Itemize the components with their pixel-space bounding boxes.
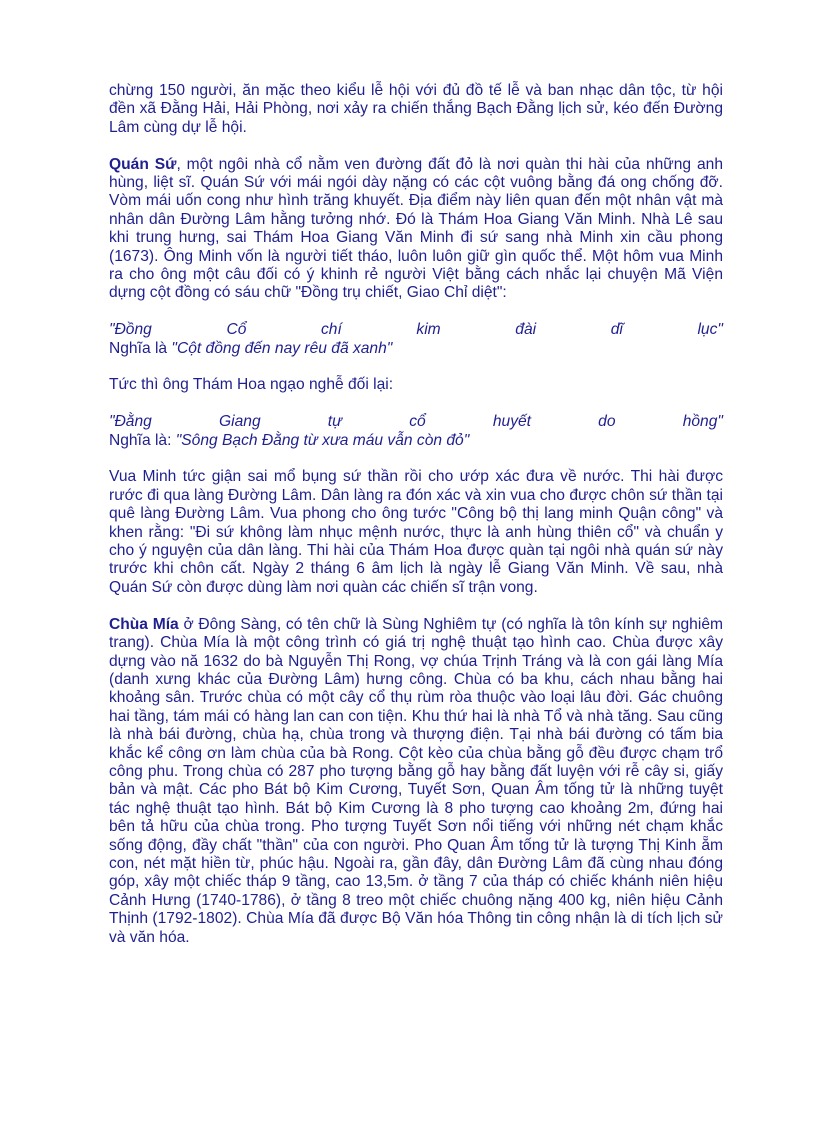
paragraph-chua-mia	[109, 616, 723, 947]
verse-word: Giang	[219, 413, 261, 431]
verse-word: "Đồng	[109, 321, 152, 339]
meaning-prefix: Nghĩa là	[109, 339, 172, 357]
verse-word: chí	[320, 321, 342, 339]
text-quan-su: , một ngôi nhà cổ nằm ven đường đất đỏ là nơi quàn thi hài của những anh hùng, liệt sĩ. Quán Sứ với mái ngói dày nặng có các cột vuông bằng đá ong chống đỡ. Vòm mái uốn cong như hình trăng khuyết. Địa điểm này liên quan đến một nhân vật mà nhân dân Đường Lâm hằng tưởng nhớ. Đó là Thám Hoa Giang Văn Minh. Nhà Lê sau khi trung hưng, sai Thám Hoa Giang Văn Minh đi sứ sang nhà Minh xin cầu phong (1673). Ông Minh vốn là người tiết tháo, luôn luôn giữ gìn quốc thể. Một hôm vua Minh ra cho ông một câu đối có ý khinh rẻ người Việt bằng cách nhắc lại chuyện Mã Viện dựng cột đồng có sáu chữ "Đồng trụ chiết, Giao Chỉ diệt":	[109, 155, 723, 302]
meaning-text: "Sông Bạch Đằng từ xưa máu vẫn còn đỏ"	[175, 431, 470, 449]
verse-word: kim	[416, 321, 441, 339]
paragraph-festival: chừng 150 người, ăn mặc theo kiểu lễ hội với đủ đồ tế lễ và ban nhạc dân tộc, từ hội đền xã Đằng Hải, Hải Phòng, nơi xảy ra chiến thắng Bạch Đằng lịch sử, kéo đến Đường Lâm cùng dự lễ hội.	[109, 82, 723, 136]
verse-word: dĩ	[610, 321, 623, 339]
verse-word: đài	[515, 321, 537, 339]
verse-meaning-2	[109, 432, 723, 450]
verse-word: Cổ	[226, 321, 247, 339]
meaning-text: "Cột đồng đến nay rêu đã xanh"	[171, 339, 393, 357]
verse-word: cổ	[409, 413, 426, 431]
text-chua-mia: ở Đông Sàng, có tên chữ là Sùng Nghiêm tự (có nghĩa là tôn kính sự nghiêm trang). Chùa Mía là một công trình có giá trị nghệ thuật tạo hình cao. Chùa được xây dựng vào nă 1632 do bà Nguyễn Thị Rong, vợ chúa Trịnh Tráng và là con gái làng Mía (danh xưng khác của Đường Lâm) hưng công. Chùa có ba khu, cách nhau bằng hai khoảng sân. Trước chùa có một cây cổ thụ rùm ròa thuộc vào loại lâu đời. Gác chuông hai tầng, tám mái có hàng lan can con tiện. Khu thứ hai là nhà Tổ và nhà tăng. Sau cũng là nhà bái đường, chùa hạ, chùa trong và thượng điện. Tại nhà bái đường có tấm bia khắc kể công ơn làm chùa của bà Rong. Cột kèo của chùa bằng gỗ đều được chạm trổ công phu. Trong chùa có 287 pho tượng bằng gỗ hay bằng đất luyện với rễ cây si, giấy bản và mật. Các pho Bát bộ Kim Cương, Tuyết Sơn, Quan Âm tống tử là những tuyệt tác nghệ thuật tạo hình. Bát bộ Kim Cương là 8 pho tượng cao khoảng 2m, đứng hai bên tả hữu của chùa trong. Pho tượng Tuyết Sơn nổi tiếng với những nét chạm khắc sống động, đầy chất "thần" của con người. Pho Quan Âm tống tử là tượng Thị Kinh ẵm con, nét mặt hiền từ, phúc hậu. Ngoài ra, gần đây, dân Đường Lâm đã cùng nhau đóng góp, xây một chiếc tháp 9 tầng, cao 13,5m. ở tầng 7 của tháp có chiếc khánh niên hiệu Cảnh Hưng (1740-1786), ở tầng 8 treo một chiếc chuông nặng 400 kg, niên hiệu Cảnh Thịnh (1792-1802). Chùa Mía đã được Bộ Văn hóa Thông tin công nhận là di tích lịch sử và văn hóa.	[109, 615, 723, 946]
verse-word: "Đằng	[109, 413, 152, 431]
verse-line-2	[109, 413, 723, 431]
verse-meaning-1	[109, 340, 723, 358]
document-page	[109, 82, 723, 965]
verse-line-1	[109, 321, 723, 339]
paragraph-quan-su	[109, 156, 723, 303]
meaning-prefix: Nghĩa là:	[109, 431, 176, 449]
heading-quan-su: Quán Sứ	[109, 155, 177, 173]
verse-word: hồng"	[682, 413, 723, 431]
verse-word: do	[598, 413, 616, 431]
verse-word: huyết	[492, 413, 531, 431]
verse-word: tự	[327, 413, 343, 431]
verse-word: lục"	[697, 321, 723, 339]
paragraph-vua-minh: Vua Minh tức giận sai mổ bụng sứ thần rồi cho ướp xác đưa về nước. Thi hài được rước đi qua làng Đường Lâm. Dân làng ra đón xác và xin vua cho được chôn sứ thần tại quê làng Đường Lâm. Vua phong cho ông tước "Công bộ thị lang minh Quận công" và khen rằng: "Đi sứ không làm nhục mệnh nước, thực là anh hùng thiên cổ" và chuẩn y cho ý nguyện của dân làng. Thi hài của Thám Hoa được quàn tại ngôi nhà quán sứ này trước khi chôn cất. Ngày 2 tháng 6 âm lịch là ngày lễ Giang Văn Minh. Về sau, nhà Quán Sứ còn được dùng làm nơi quàn các chiến sĩ trận vong.	[109, 468, 723, 596]
paragraph-reply: Tức thì ông Thám Hoa ngạo nghễ đối lại:	[109, 376, 394, 394]
heading-chua-mia: Chùa Mía	[109, 615, 179, 633]
